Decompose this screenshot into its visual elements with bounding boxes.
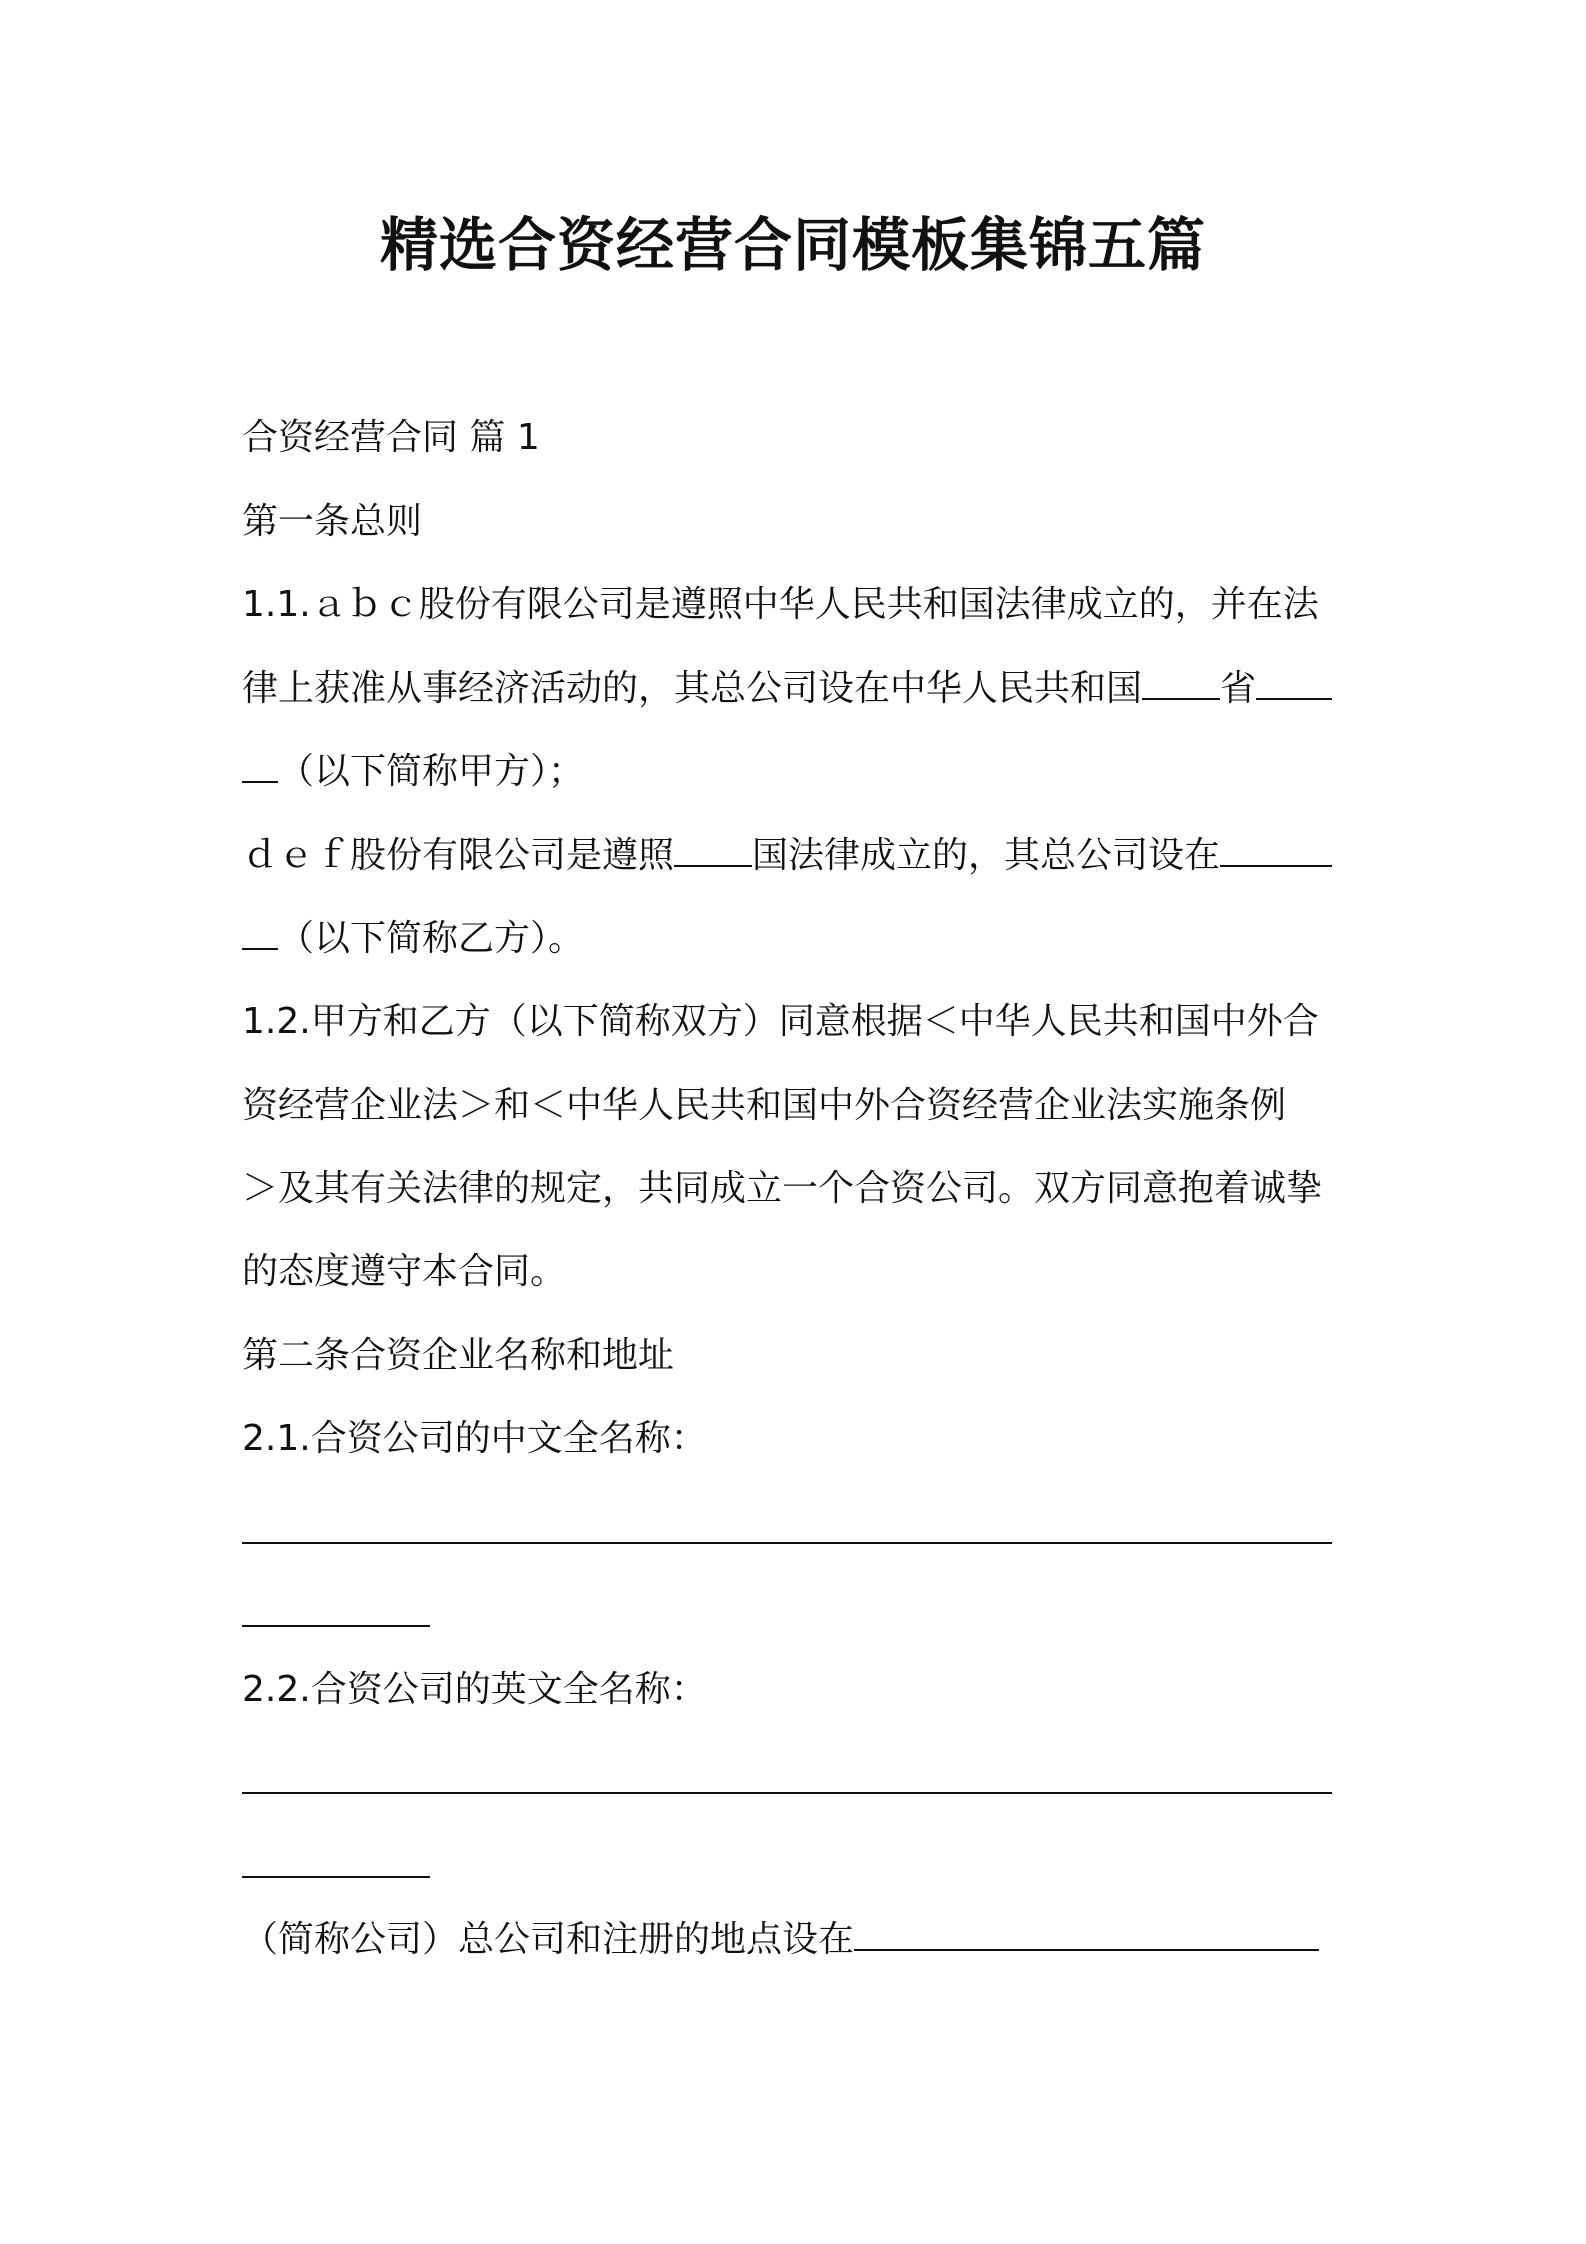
blank-field — [1256, 664, 1332, 700]
paragraph-line: 2.1.合资公司的中文全名称： — [242, 1418, 707, 1459]
paragraph-line: ＞及其有关法律的规定，共同成立一个合资公司。双方同意抱着诚挚 — [242, 1168, 1323, 1209]
paragraph-line — [242, 1915, 1357, 1965]
paragraph-line: 1.1.ａｂｃ股份有限公司是遵照中华人民共和国法律成立的，并在法 — [242, 584, 1319, 625]
blank-line — [242, 1542, 1332, 1544]
paragraph-line: 2.2.合资公司的英文全名称： — [242, 1669, 707, 1710]
paragraph-line: 的态度遵守本合同。 — [242, 1251, 567, 1292]
blank-field — [242, 914, 278, 950]
blank-field — [674, 831, 752, 867]
text-run: （以下简称甲方）； — [278, 751, 585, 792]
blank-line — [242, 1625, 430, 1627]
text-run: ｄｅｆ股份有限公司是遵照 — [242, 835, 675, 876]
blank-field — [242, 747, 278, 783]
text-run: 国法律成立的，其总公司设在 — [752, 835, 1221, 876]
blank-field — [1142, 664, 1220, 700]
article-heading: 第一条总则 — [242, 501, 423, 542]
document-title: 精选合资经营合同模板集锦五篇 — [379, 211, 1206, 279]
paragraph-line — [242, 747, 1357, 797]
paragraph-line — [242, 664, 1357, 714]
blank-line — [242, 1792, 1332, 1794]
blank-line — [242, 1876, 430, 1878]
paragraph-line — [242, 831, 1357, 881]
text-run: 律上获准从事经济活动的，其总公司设在中华人民共和国 — [242, 668, 1143, 709]
paragraph-line: 资经营企业法＞和＜中华人民共和国中外合资经营企业法实施条例 — [242, 1085, 1287, 1126]
paragraph-line: 1.2.甲方和乙方（以下简称双方）同意根据＜中华人民共和国中外合 — [242, 1001, 1319, 1042]
text-run: 省 — [1220, 668, 1257, 709]
section-heading: 合资经营合同 篇 1 — [242, 417, 540, 458]
article-heading: 第二条合资企业名称和地址 — [242, 1335, 675, 1376]
blank-field — [1220, 831, 1332, 867]
blank-field — [854, 1915, 1319, 1951]
text-run: （简称公司）总公司和注册的地点设在 — [242, 1919, 855, 1960]
text-run: （以下简称乙方）。 — [278, 918, 585, 959]
paragraph-line — [242, 914, 1357, 964]
